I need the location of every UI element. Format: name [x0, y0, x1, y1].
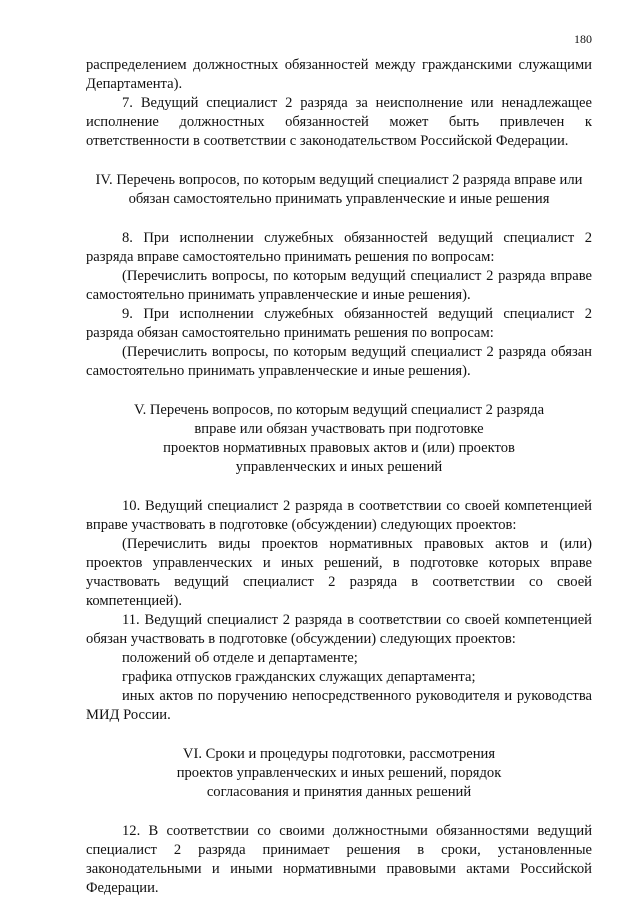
section-heading: [86, 745, 592, 802]
paragraph: (Перечислить вопросы, по которым ведущий специалист 2 разряда обязан самостоятельно принимать управленческие и иные решения).: [86, 344, 592, 379]
paragraph: 10. Ведущий специалист 2 разряда в соответствии со своей компетенцией вправе участвовать в подготовке (обсуждении) следующих проектов:: [86, 498, 592, 533]
section-heading: [86, 401, 592, 477]
paragraph-gap: [86, 725, 592, 745]
heading-line: IV. Перечень вопросов, по которым ведущий специалист 2 разряда вправе или: [95, 172, 583, 188]
paragraph: 12. В соответствии со своими должностными обязанностями ведущий специалист 2 разряда принимает решения в сроки, установленные законодательными и иными нормативными правовыми актами Российской Федерации.: [86, 823, 592, 896]
paragraph-gap: [86, 209, 592, 229]
heading-line: VI. Сроки и процедуры подготовки, рассмотрения: [182, 746, 496, 762]
paragraph: 7. Ведущий специалист 2 разряда за неисполнение или ненадлежащее исполнение должностных обязанностей может быть привлечен к ответственности в соответствии с законодательством Российской Федерации.: [86, 95, 592, 149]
heading-line: V. Перечень вопросов, по которым ведущий специалист 2 разряда: [133, 402, 545, 418]
section-heading: [86, 171, 592, 209]
paragraph-gap: [86, 477, 592, 497]
paragraph: (Перечислить вопросы, по которым ведущий специалист 2 разряда вправе самостоятельно принимать управленческие и иные решения).: [86, 268, 592, 303]
page-number: 180: [574, 32, 592, 46]
paragraph-gap: [86, 802, 592, 822]
paragraph: иных актов по поручению непосредственного руководителя и руководства МИД России.: [86, 688, 592, 723]
paragraph: (Перечислить виды проектов нормативных правовых актов и (или) проектов управленческих и иных решений, в подготовке которых вправе участвовать ведущий специалист 2 разряда в соответствии со своей компетенцией).: [86, 536, 592, 609]
paragraph: 8. При исполнении служебных обязанностей ведущий специалист 2 разряда вправе самостоятельно принимать решения по вопросам:: [86, 230, 592, 265]
paragraph: распределением должностных обязанностей между гражданскими служащими Департамента).: [86, 57, 592, 92]
document-body: [86, 56, 592, 898]
heading-line: управленческих и иных решений: [235, 459, 443, 475]
paragraph: 9. При исполнении служебных обязанностей ведущий специалист 2 разряда обязан самостоятельно принимать решения по вопросам:: [86, 306, 592, 341]
paragraph: графика отпусков гражданских служащих департамента;: [122, 669, 476, 685]
paragraph: 11. Ведущий специалист 2 разряда в соответствии со своей компетенцией обязан участвовать в подготовке (обсуждении) следующих проектов:: [86, 612, 592, 647]
paragraph-gap: [86, 151, 592, 171]
heading-line: обязан самостоятельно принимать управленческие и иные решения: [128, 191, 550, 207]
heading-line: проектов нормативных правовых актов и (или) проектов: [163, 440, 515, 456]
paragraph: положений об отделе и департаменте;: [122, 650, 358, 666]
heading-line: проектов управленческих и иных решений, порядок: [176, 765, 502, 781]
heading-line: согласования и принятия данных решений: [206, 784, 472, 800]
paragraph-gap: [86, 381, 592, 401]
heading-line: вправе или обязан участвовать при подготовке: [194, 421, 484, 437]
